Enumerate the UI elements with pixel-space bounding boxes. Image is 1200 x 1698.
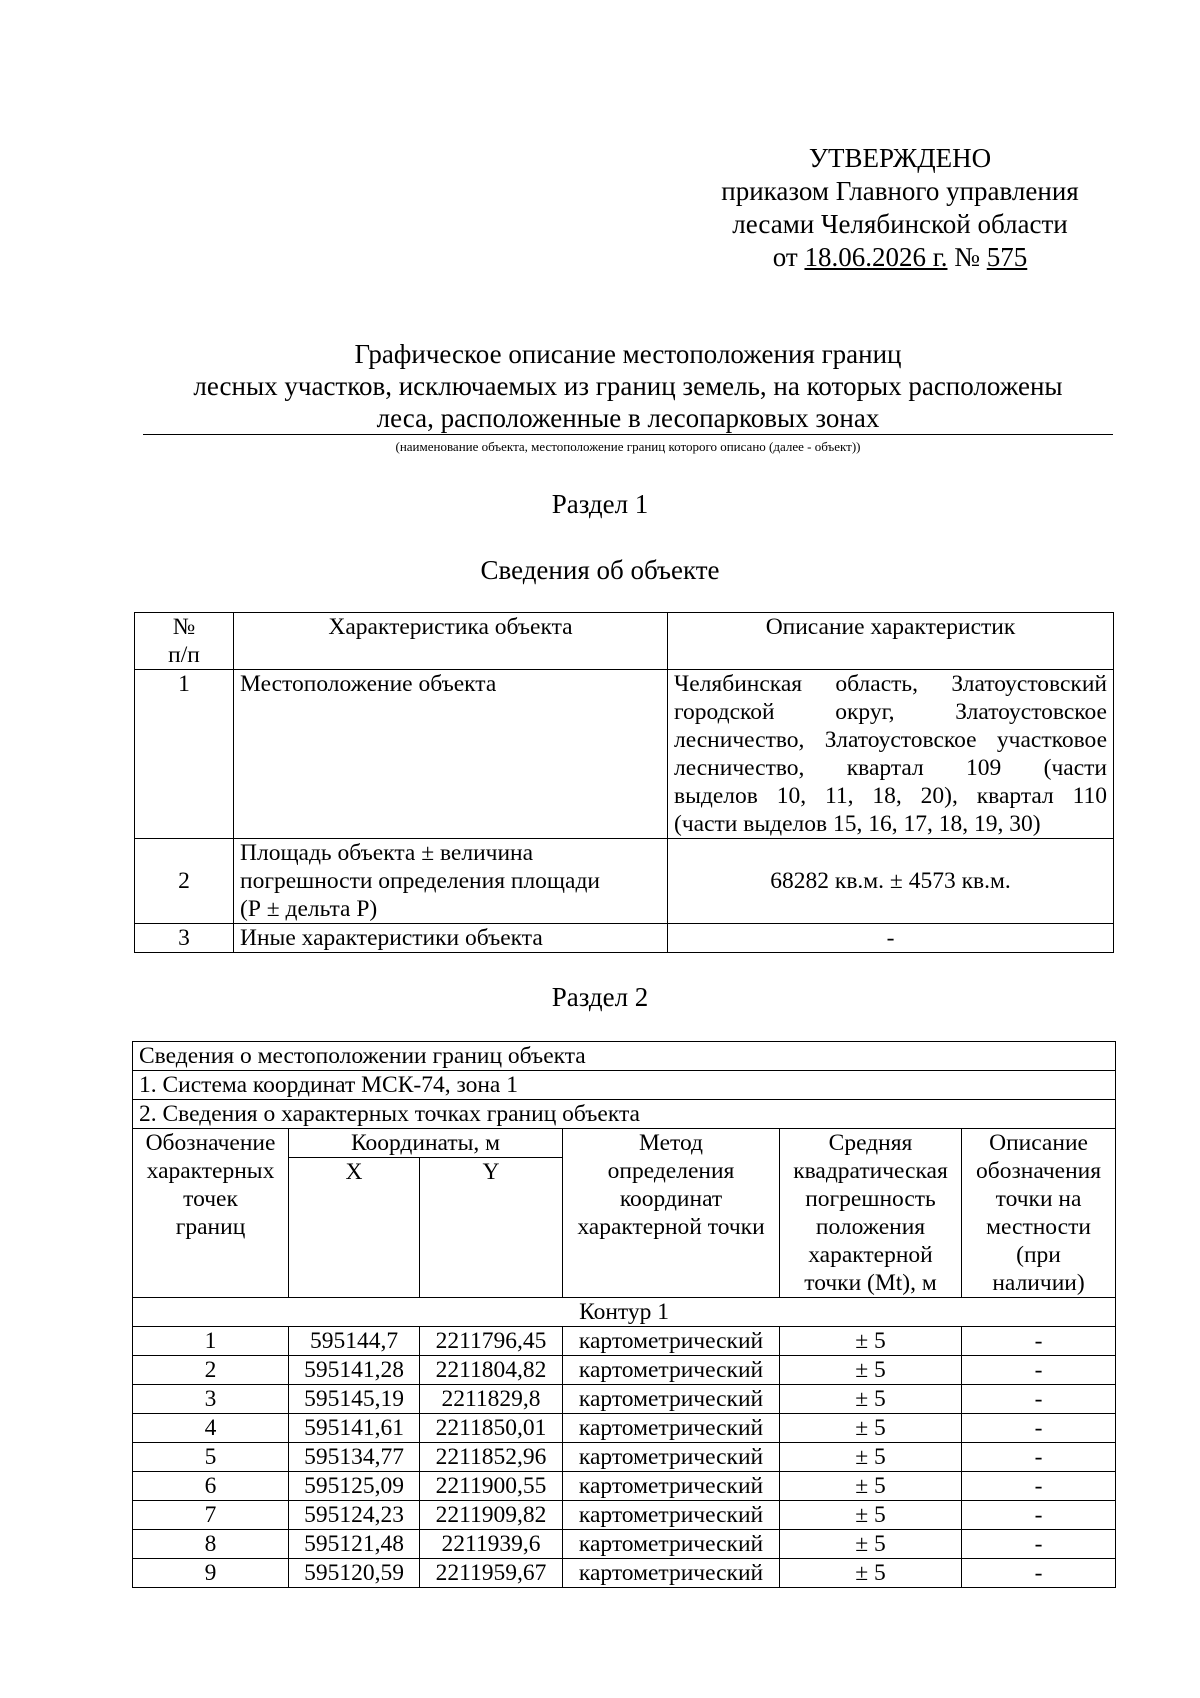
point-x: 595125,09 <box>289 1472 420 1501</box>
header-line: Обозначение <box>145 1130 276 1156</box>
row-characteristic: Иные характеристики объекта <box>234 924 668 953</box>
point-error: ± 5 <box>780 1327 962 1356</box>
row-description: 68282 кв.м. ± 4573 кв.м. <box>668 839 1114 924</box>
point-method: картометрический <box>563 1327 780 1356</box>
point-x: 595141,28 <box>289 1356 420 1385</box>
points-title: 2. Сведения о характерных точках границ объекта <box>133 1100 1116 1129</box>
point-error: ± 5 <box>780 1501 962 1530</box>
point-y: 2211909,82 <box>420 1501 563 1530</box>
row-description: - <box>668 924 1114 953</box>
point-y: 2211804,82 <box>420 1356 563 1385</box>
header-num-line: п/п <box>168 642 200 668</box>
header-line: местности <box>986 1214 1091 1240</box>
table-header-row <box>135 613 1114 670</box>
point-error: ± 5 <box>780 1530 962 1559</box>
header-line: точек <box>183 1186 238 1212</box>
description-line: (части выделов 15, 16, 17, 18, 19, 30) <box>674 811 1041 837</box>
header-designation <box>133 1129 289 1298</box>
point-description: - <box>962 1472 1116 1501</box>
approval-title: УТВЕРЖДЕНО <box>808 143 992 173</box>
point-method: картометрический <box>563 1356 780 1385</box>
point-method: картометрический <box>563 1530 780 1559</box>
description-line: лесничество, квартал 109 (части <box>674 755 1107 781</box>
header-line: характерных <box>146 1158 275 1184</box>
point-number: 3 <box>133 1385 289 1414</box>
point-x: 595124,23 <box>289 1501 420 1530</box>
section1-heading: Раздел 1 <box>551 489 649 519</box>
point-x: 595134,77 <box>289 1443 420 1472</box>
point-x: 595141,61 <box>289 1414 420 1443</box>
contour-label: Контур 1 <box>133 1298 1116 1327</box>
header-line: положения <box>815 1214 926 1240</box>
header-line: (при <box>1016 1242 1061 1268</box>
table-title-row <box>133 1042 1116 1071</box>
table-row <box>133 1385 1116 1414</box>
coord-system-row <box>133 1071 1116 1100</box>
title-note: (наименование объекта, местоположение границ которого описано (далее - объект)) <box>395 439 861 454</box>
point-number: 6 <box>133 1472 289 1501</box>
point-y: 2211959,67 <box>420 1559 563 1588</box>
point-description: - <box>962 1530 1116 1559</box>
row-num: 2 <box>135 839 234 924</box>
point-number: 7 <box>133 1501 289 1530</box>
header-line: определения <box>607 1158 735 1184</box>
contour-row <box>133 1298 1116 1327</box>
point-number: 2 <box>133 1356 289 1385</box>
header-line: координат <box>619 1186 723 1212</box>
table-row <box>133 1356 1116 1385</box>
header-point-description <box>962 1129 1116 1298</box>
row-characteristic <box>234 839 668 924</box>
point-method: картометрический <box>563 1472 780 1501</box>
point-number: 1 <box>133 1327 289 1356</box>
document-title-line: леса, расположенные в лесопарковых зонах <box>376 403 880 433</box>
table-row <box>135 924 1114 953</box>
point-number: 8 <box>133 1530 289 1559</box>
header-line: характерной точки <box>577 1214 765 1240</box>
point-x: 595145,19 <box>289 1385 420 1414</box>
section2-heading: Раздел 2 <box>551 982 649 1012</box>
point-y: 2211939,6 <box>420 1530 563 1559</box>
point-error: ± 5 <box>780 1385 962 1414</box>
row-description <box>668 670 1114 839</box>
header-characteristic: Характеристика объекта <box>234 613 668 670</box>
point-y: 2211852,96 <box>420 1443 563 1472</box>
table-row <box>133 1501 1116 1530</box>
document-title <box>143 338 1113 434</box>
table-title: Сведения о местоположении границ объекта <box>133 1042 1116 1071</box>
header-line: Метод <box>638 1130 703 1156</box>
approval-number: 575 <box>986 242 1028 272</box>
header-line: наличии) <box>992 1270 1085 1296</box>
approval-date: 18.06.2026 г. <box>804 242 948 272</box>
characteristic-line: Площадь объекта ± величина <box>240 840 534 866</box>
point-y: 2211900,55 <box>420 1472 563 1501</box>
header-description: Описание характеристик <box>668 613 1114 670</box>
header-line: погрешность <box>805 1186 936 1212</box>
header-num-line: № <box>172 614 196 640</box>
header-error <box>780 1129 962 1298</box>
point-x: 595120,59 <box>289 1559 420 1588</box>
table-row <box>133 1443 1116 1472</box>
point-y: 2211829,8 <box>420 1385 563 1414</box>
point-description: - <box>962 1327 1116 1356</box>
point-error: ± 5 <box>780 1414 962 1443</box>
header-line: обозначения <box>976 1158 1102 1184</box>
description-line: Челябинская область, Златоустовский <box>674 671 1107 697</box>
table-row <box>135 670 1114 839</box>
section1-subheading: Сведения об объекте <box>480 555 720 585</box>
header-line: Описание <box>989 1130 1088 1156</box>
approval-order-line <box>680 241 1120 274</box>
table-header-row <box>133 1129 1116 1158</box>
header-x: X <box>289 1158 420 1298</box>
header-line: точки на <box>995 1186 1082 1212</box>
coord-system: 1. Система координат МСК-74, зона 1 <box>133 1071 1116 1100</box>
point-method: картометрический <box>563 1443 780 1472</box>
point-method: картометрический <box>563 1414 780 1443</box>
header-coordinates: Координаты, м <box>289 1129 563 1158</box>
point-error: ± 5 <box>780 1472 962 1501</box>
point-error: ± 5 <box>780 1559 962 1588</box>
header-line: квадратическая <box>793 1158 948 1184</box>
point-method: картометрический <box>563 1559 780 1588</box>
header-line: границ <box>175 1214 246 1240</box>
table-row <box>133 1559 1116 1588</box>
point-description: - <box>962 1559 1116 1588</box>
header-num <box>135 613 234 670</box>
boundary-points-table <box>132 1041 1116 1588</box>
document-title-line: лесных участков, исключаемых из границ земель, на которых расположены <box>193 371 1063 401</box>
table-row <box>135 839 1114 924</box>
approval-line: приказом Главного управления <box>721 176 1079 206</box>
point-y: 2211796,45 <box>420 1327 563 1356</box>
table-row <box>133 1414 1116 1443</box>
point-error: ± 5 <box>780 1356 962 1385</box>
points-title-row <box>133 1100 1116 1129</box>
point-x: 595121,48 <box>289 1530 420 1559</box>
point-description: - <box>962 1356 1116 1385</box>
point-number: 9 <box>133 1559 289 1588</box>
point-y: 2211850,01 <box>420 1414 563 1443</box>
point-error: ± 5 <box>780 1443 962 1472</box>
characteristic-line: погрешности определения площади <box>240 868 600 894</box>
document-title-line: Графическое описание местоположения границ <box>354 339 902 369</box>
approval-line: лесами Челябинской области <box>732 209 1068 239</box>
header-method <box>563 1129 780 1298</box>
point-number: 4 <box>133 1414 289 1443</box>
object-info-table <box>134 612 1114 953</box>
description-line: выделов 10, 11, 18, 20), квартал 110 <box>674 783 1107 809</box>
point-method: картометрический <box>563 1501 780 1530</box>
description-line: городской округ, Златоустовское <box>674 699 1107 725</box>
point-description: - <box>962 1414 1116 1443</box>
approval-block <box>680 142 1120 274</box>
point-description: - <box>962 1501 1116 1530</box>
row-num: 1 <box>135 670 234 839</box>
header-line: характерной <box>808 1242 933 1268</box>
title-underline <box>143 434 1113 435</box>
point-method: картометрический <box>563 1385 780 1414</box>
header-line: точки (Mt), м <box>804 1270 937 1296</box>
approval-from-prefix: от <box>772 242 798 272</box>
point-description: - <box>962 1385 1116 1414</box>
characteristic-line: (Р ± дельта Р) <box>240 896 378 922</box>
row-characteristic: Местоположение объекта <box>234 670 668 839</box>
point-number: 5 <box>133 1443 289 1472</box>
table-row <box>133 1472 1116 1501</box>
point-x: 595144,7 <box>289 1327 420 1356</box>
table-row <box>133 1327 1116 1356</box>
approval-number-sign: № <box>954 242 980 272</box>
description-line: лесничество, Златоустовское участковое <box>674 727 1107 753</box>
header-y: Y <box>420 1158 563 1298</box>
table-row <box>133 1530 1116 1559</box>
row-num: 3 <box>135 924 234 953</box>
point-description: - <box>962 1443 1116 1472</box>
header-line: Средняя <box>828 1130 913 1156</box>
